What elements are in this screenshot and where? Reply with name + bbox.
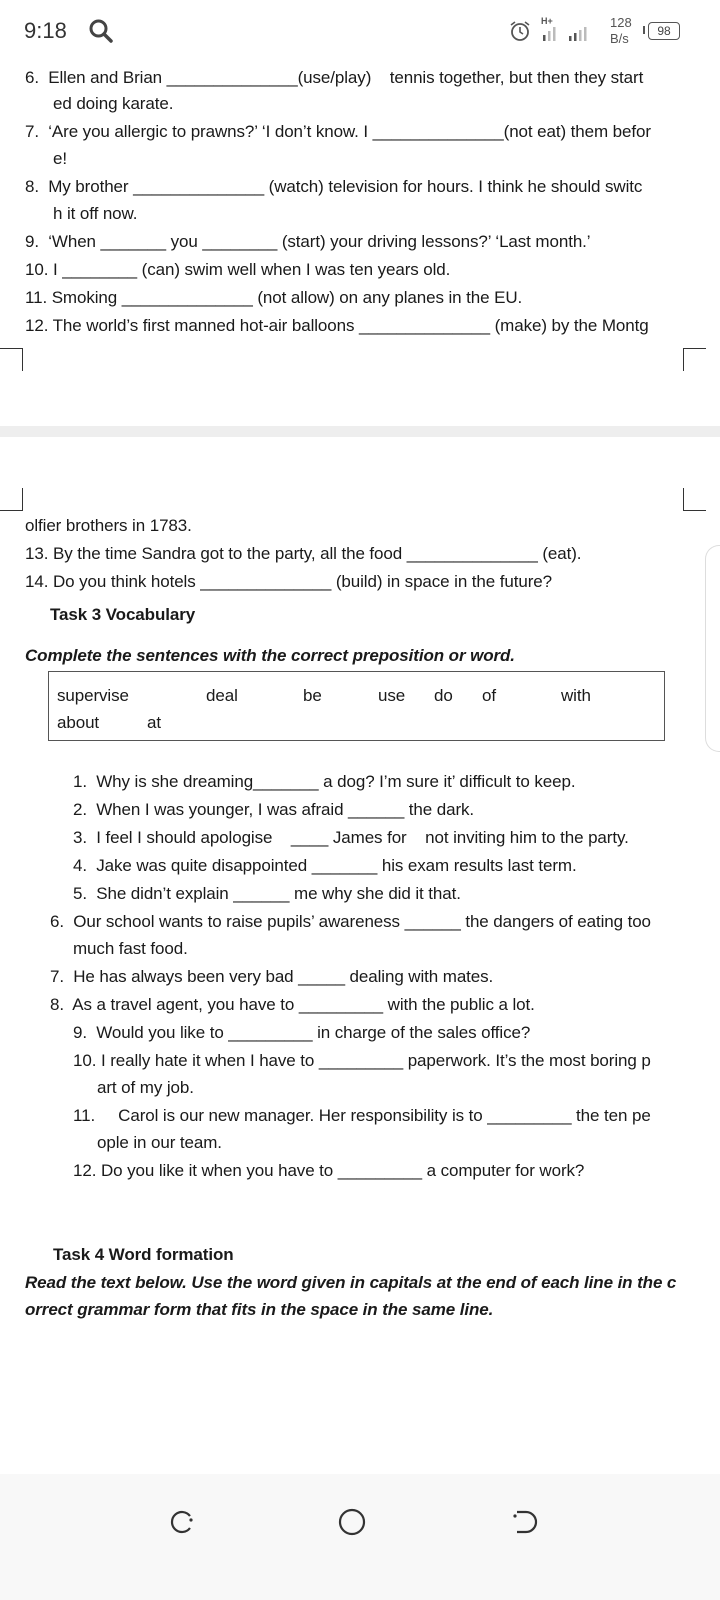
vocab-item: ople in our team. [97,1133,222,1152]
vocab-item: 3. I feel I should apologise ____ James for not inviting him to the party. [73,828,629,847]
vocab-item: 6. Our school wants to raise pupils’ awareness ______ the dangers of eating too [50,912,651,931]
exercise-line: h it off now. [53,204,138,223]
word-box-item: with [561,686,591,705]
vocab-item: art of my job. [97,1078,194,1097]
task3-title: Task 3 Vocabulary [50,605,196,624]
word-box-item: be [303,686,322,705]
clock: 9:18 [24,18,67,43]
exercise-line: olfier brothers in 1783. [25,516,192,535]
exercise-line: 12. The world’s first manned hot-air balloons ______________ (make) by the Montg [25,316,649,335]
exercise-line: 14. Do you think hotels ______________ (build) in space in the future? [25,572,552,591]
vocab-item: 7. He has always been very bad _____ dealing with mates. [50,967,494,986]
vocab-item: 10. I really hate it when I have to _________ paperwork. It’s the most boring p [73,1051,651,1070]
page-corner-mark [0,348,23,371]
battery-level: 98 [657,24,671,38]
task4-instruction: Read the text below. Use the word given in capitals at the end of each line in the c [25,1273,677,1292]
word-box-item: supervise [57,686,129,705]
exercise-line: 9. ‘When _______ you ________ (start) your driving lessons?’ ‘Last month.’ [25,232,591,251]
scroll-handle[interactable] [705,545,720,752]
exercise-line: 7. ‘Are you allergic to prawns?’ ‘I don’t know. I ______________(not eat) them befor [25,122,651,141]
alarm-icon [509,20,531,42]
vocab-item: 4. Jake was quite disappointed _______ his exam results last term. [73,856,577,875]
word-box-item: do [434,686,453,705]
battery-icon [648,22,680,40]
exercise-line: 13. By the time Sandra got to the party, all the food ______________ (eat). [25,544,582,563]
network-type: H+ [541,16,553,26]
word-box-item: deal [206,686,238,705]
vocab-item: 5. She didn’t explain ______ me why she did it that. [73,884,461,903]
word-box-item: use [378,686,406,705]
vocab-item: much fast food. [73,939,188,958]
page-corner-mark [683,488,706,511]
page-corner-mark [683,348,706,371]
task4-title: Task 4 Word formation [53,1245,234,1264]
exercise-line: 11. Smoking ______________ (not allow) on any planes in the EU. [25,288,523,307]
word-box-item: about [57,713,100,732]
exercise-line: 8. My brother ______________ (watch) television for hours. I think he should switc [25,177,643,196]
task3-instruction: Complete the sentences with the correct preposition or word. [25,646,515,665]
search-icon[interactable] [88,18,114,44]
home-icon[interactable] [336,1506,368,1538]
recent-apps-icon[interactable] [166,1506,198,1538]
exercise-line: e! [53,149,67,168]
back-icon[interactable] [506,1506,538,1538]
exercise-line: 10. I ________ (can) swim well when I was ten years old. [25,260,451,279]
word-box-item: of [482,686,496,705]
vocab-item: 8. As a travel agent, you have to _________ with the public a lot. [50,995,535,1014]
page-separator [0,426,720,437]
exercise-line: ed doing karate. [53,94,174,113]
word-box-item: at [147,713,161,732]
vocab-item: 9. Would you like to _________ in charge of the sales office? [73,1023,531,1042]
signal-icon [541,26,599,42]
task4-instruction: orrect grammar form that fits in the space in the same line. [25,1300,494,1319]
vocab-item: 2. When I was younger, I was afraid ______ the dark. [73,800,475,819]
exercise-line: 6. Ellen and Brian ______________(use/play) tennis together, but then they start [25,68,644,87]
network-speed-unit: B/s [610,31,629,46]
page-corner-mark [0,488,23,511]
network-speed-value: 128 [610,15,632,30]
vocab-item: 11. Carol is our new manager. Her responsibility is to _________ the ten pe [73,1106,651,1125]
word-box [48,671,665,741]
battery-tip [643,26,645,34]
vocab-item: 1. Why is she dreaming_______ a dog? I’m sure it’ difficult to keep. [73,772,576,791]
vocab-item: 12. Do you like it when you have to _________ a computer for work? [73,1161,585,1180]
status-bar [0,0,720,62]
